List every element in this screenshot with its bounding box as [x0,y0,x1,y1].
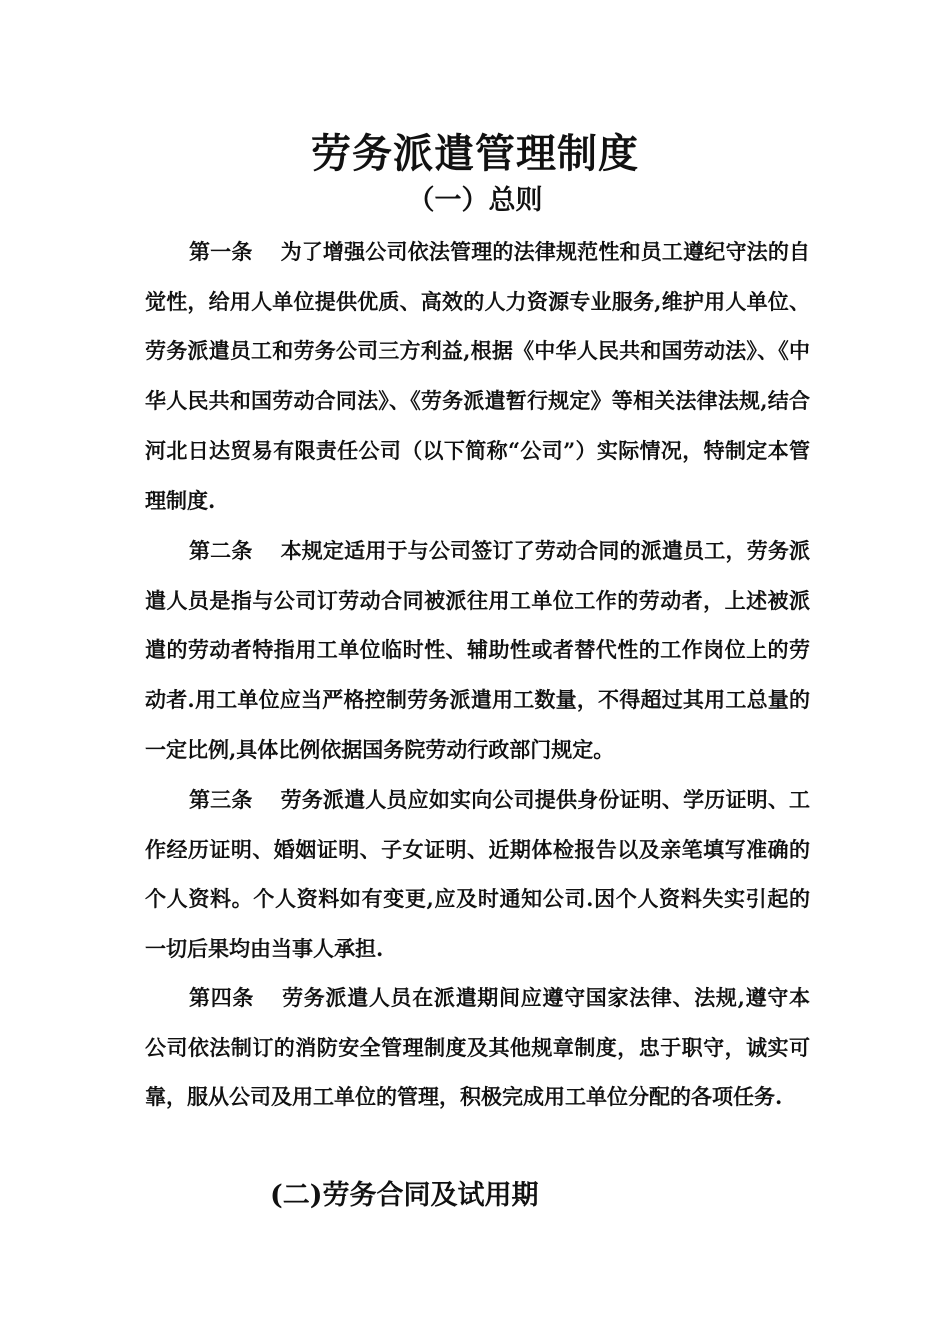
article-2 [145,526,810,775]
article-4-text: 劳务派遣人员在派遣期间应遵守国家法律、法规,遵守本公司依法制订的消防安全管理制度及其他规章制度，忠于职守，诚实可靠，服从公司及用工单位的管理，积极完成用工单位分配的各项任务. [145,985,810,1110]
article-2-number: 第二条 [189,538,253,563]
article-3-number: 第三条 [189,787,253,812]
section-heading-general: （一）总则 [407,185,543,216]
article-3 [145,775,810,974]
article-1-text: 为了增强公司依法管理的法律规范性和员工遵纪守法的自觉性，给用人单位提供优质、高效的人力资源专业服务,维护用人单位、劳务派遣员工和劳务公司三方利益,根据《中华人民共和国劳动法》、《中华人民共和国劳动合同法》、《劳务派遣暂行规定》等相关法律法规,结合河北日达贸易有限责任公司（以下简称“公司”）实际情况，特制定本管理制度. [145,239,811,513]
section-heading-contract-probation: (二)劳务合同及试用期 [270,1180,539,1211]
document-title: 劳务派遣管理制度 [311,130,639,177]
article-1 [145,227,810,525]
article-4 [145,973,810,1122]
article-2-text: 本规定适用于与公司签订了劳动合同的派遣员工，劳务派遣人员是指与公司订劳动合同被派往用工单位工作的劳动者，上述被派遣的劳动者特指用工单位临时性、辅助性或者替代性的工作岗位上的劳动者.用工单位应当严格控制劳务派遣用工数量，不得超过其用工总量的一定比例,具体比例依据国务院劳动行政部门规定。 [145,538,811,762]
article-3-text: 劳务派遣人员应如实向公司提供身份证明、学历证明、工作经历证明、婚姻证明、子女证明、近期体检报告以及亲笔填写准确的个人资料。个人资料如有变更,应及时通知公司.因个人资料失实引起的一切后果均由当事人承担. [145,787,811,962]
article-4-number: 第四条 [189,985,255,1010]
article-1-number: 第一条 [189,239,253,264]
